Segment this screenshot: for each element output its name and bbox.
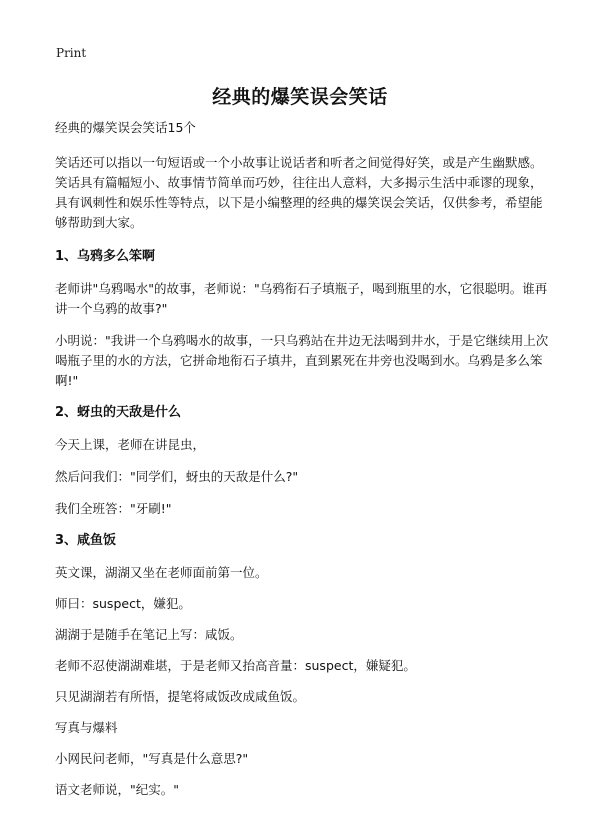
- article-body: [55, 118, 551, 811]
- section-paragraph: 我们全班答："牙刷!": [55, 501, 172, 516]
- section-paragraph: 老师不忍使湖湖难堪，于是老师又抬高音量：suspect，嫌疑犯。: [55, 658, 416, 673]
- section-heading: 2、蚜虫的天敌是什么: [55, 405, 182, 420]
- section-paragraph: 语文老师说，"纪实。": [55, 782, 179, 797]
- section-paragraph: 小网民问老师，"写真是什么意思?": [55, 751, 249, 766]
- section-paragraph: 老师讲"乌鸦喝水"的故事，老师说："乌鸦衔石子填瓶子，喝到瓶里的水，它很聪明。谁再讲一个乌鸦的故事?": [55, 281, 548, 316]
- intro-paragraph: 笑话还可以指以一句短语或一个小故事让说话者和听者之间觉得好笑，或是产生幽默感。笑话具有篇幅短小、故事情节简单而巧妙，往往出人意料，大多揭示生活中乖谬的现象，具有讽刺性和娱乐性等特点，以下是小编整理的经典的爆笑误会笑话，仅供参考，希望能够帮助到大家。: [55, 155, 543, 230]
- article-subtitle: 经典的爆笑误会笑话15个: [55, 120, 196, 135]
- joke-section-3: [55, 531, 551, 800]
- joke-section-1: [55, 247, 551, 391]
- section-paragraph: 小明说："我讲一个乌鸦喝水的故事，一只乌鸦站在井边无法喝到井水，于是它继续用上次喝瓶子里的水的方法，它拼命地衔石子填井，直到累死在井旁也没喝到水。乌鸦是多么笨啊!": [55, 333, 549, 388]
- print-link[interactable]: Print: [56, 46, 87, 60]
- section-paragraph: 今天上课，老师在讲昆虫，: [55, 437, 206, 452]
- section-paragraph: 写真与爆料: [55, 720, 118, 735]
- section-paragraph: 湖湖于是随手在笔记上写：咸饭。: [55, 627, 243, 642]
- joke-section-2: [55, 403, 551, 519]
- page-title: 经典的爆笑误会笑话: [212, 86, 388, 108]
- section-heading: 3、咸鱼饭: [55, 533, 117, 548]
- section-paragraph: 只见湖湖若有所悟，提笔将咸饭改成咸鱼饭。: [55, 689, 306, 704]
- section-paragraph: 师曰：suspect，嫌犯。: [55, 596, 191, 611]
- section-paragraph: 英文课，湖湖又坐在老师面前第一位。: [55, 565, 268, 580]
- section-heading: 1、乌鸦多么笨啊: [55, 249, 156, 264]
- section-paragraph: 然后问我们："同学们，蚜虫的天敌是什么?": [55, 469, 299, 484]
